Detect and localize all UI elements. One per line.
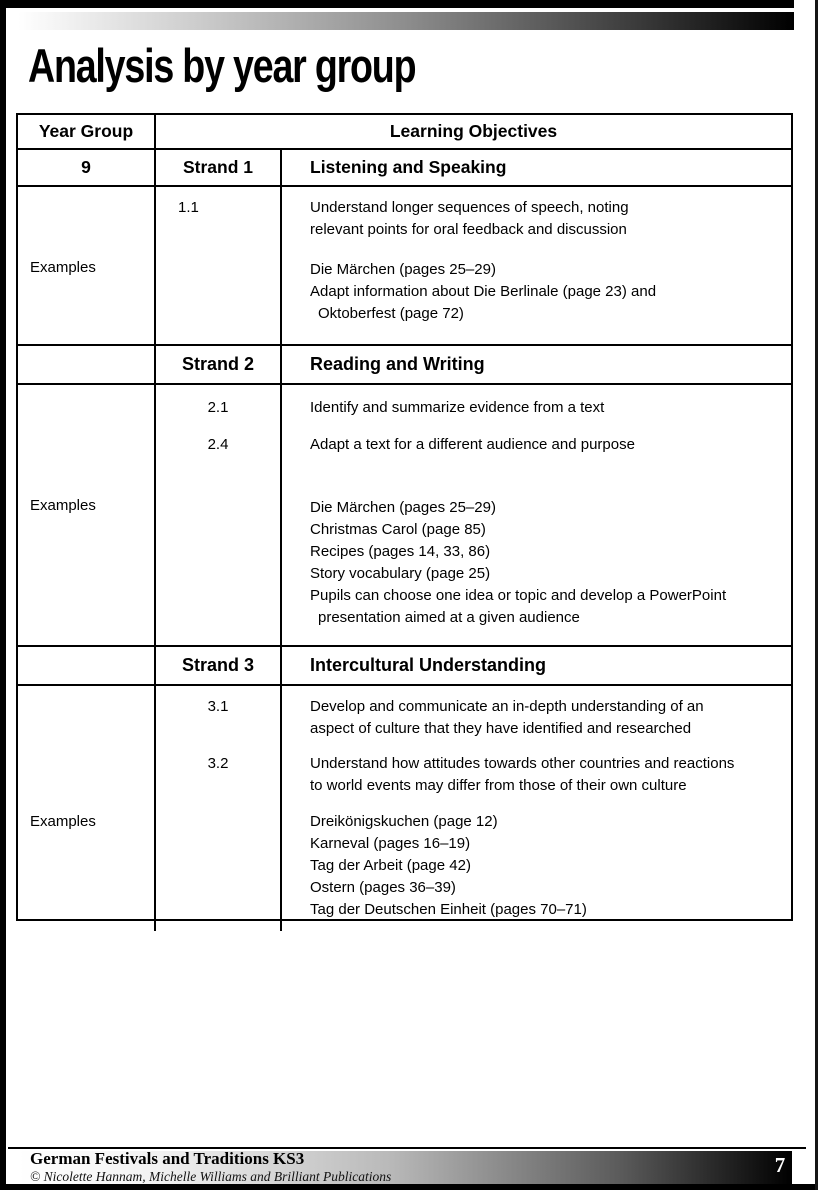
objective-line: Develop and communicate an in-depth understanding of an bbox=[310, 698, 704, 715]
strand-1-content-row bbox=[18, 187, 791, 346]
strand-1-label: Strand 1 bbox=[156, 150, 282, 185]
objective-code: 3.2 bbox=[207, 755, 229, 772]
objective-code-cell bbox=[156, 686, 282, 931]
objective-line: aspect of culture that they have identified and researched bbox=[310, 720, 692, 737]
examples-label: Examples bbox=[30, 497, 96, 514]
objective-code-cell bbox=[156, 385, 282, 645]
page-edge-left bbox=[0, 0, 6, 1190]
examples-label: Examples bbox=[30, 813, 96, 830]
objective-code: 1.1 bbox=[178, 199, 199, 216]
empty-cell bbox=[18, 647, 156, 684]
examples-label: Examples bbox=[30, 259, 96, 276]
page-edge-top bbox=[0, 0, 794, 8]
empty-cell bbox=[18, 346, 156, 383]
objective-code-cell bbox=[156, 187, 282, 344]
strand-2-row bbox=[18, 346, 791, 385]
example-line: Ostern (pages 36–39) bbox=[310, 879, 456, 896]
example-line: Christmas Carol (page 85) bbox=[310, 521, 486, 538]
page-title: Analysis by year group bbox=[28, 39, 416, 92]
objective-line: Understand how attitudes towards other countries and reactions bbox=[310, 755, 735, 772]
strand-1-title: Listening and Speaking bbox=[310, 157, 507, 177]
objective-line: to world events may differ from those of their own culture bbox=[310, 777, 687, 794]
strand-3-content-row bbox=[18, 686, 791, 931]
strand-1-row bbox=[18, 150, 791, 187]
examples-cell bbox=[18, 686, 156, 931]
example-line: Adapt information about Die Berlinale (page 23) and bbox=[310, 283, 657, 300]
objective-line: Identify and summarize evidence from a text bbox=[310, 399, 605, 416]
objective-line: Understand longer sequences of speech, noting bbox=[310, 199, 629, 216]
objective-text-cell bbox=[282, 187, 791, 344]
example-line: Tag der Arbeit (page 42) bbox=[310, 857, 471, 874]
example-line: Die Märchen (pages 25–29) bbox=[310, 261, 496, 278]
example-line: Oktoberfest (page 72) bbox=[318, 305, 464, 322]
book-title: German Festivals and Traditions KS3 bbox=[30, 1149, 305, 1168]
strand-2-content-row bbox=[18, 385, 791, 647]
table-header-row bbox=[18, 115, 791, 150]
example-line: Recipes (pages 14, 33, 86) bbox=[310, 543, 491, 560]
objective-text-cell bbox=[282, 385, 791, 645]
example-line: Dreikönigskuchen (page 12) bbox=[310, 813, 498, 830]
objective-code: 3.1 bbox=[207, 698, 229, 715]
example-line: Karneval (pages 16–19) bbox=[310, 835, 471, 852]
page-number: 7 bbox=[774, 1153, 786, 1177]
strand-2-label: Strand 2 bbox=[156, 346, 282, 383]
example-line: presentation aimed at a given audience bbox=[318, 609, 580, 626]
example-line: Pupils can choose one idea or topic and develop a PowerPoint bbox=[310, 587, 727, 604]
example-line: Die Märchen (pages 25–29) bbox=[310, 499, 496, 516]
year-group-header-cell: Year Group bbox=[18, 115, 156, 148]
page-edge-right bbox=[815, 0, 818, 1190]
example-line: Story vocabulary (page 25) bbox=[310, 565, 491, 582]
learning-objectives-header-cell: Learning Objectives bbox=[389, 121, 558, 141]
objective-code: 2.1 bbox=[207, 399, 229, 416]
strand-2-title: Reading and Writing bbox=[310, 354, 485, 374]
strand-3-title: Intercultural Understanding bbox=[310, 655, 547, 675]
objective-line: relevant points for oral feedback and discussion bbox=[310, 221, 627, 238]
year-group-value: 9 bbox=[18, 150, 156, 185]
header-gradient-bar bbox=[18, 12, 794, 30]
copyright-line: © Nicolette Hannam, Michelle Williams and Brilliant Publications bbox=[30, 1169, 392, 1184]
strand-3-label: Strand 3 bbox=[156, 647, 282, 684]
objective-line: Adapt a text for a different audience and purpose bbox=[310, 436, 635, 453]
analysis-table bbox=[16, 113, 793, 921]
example-line: Tag der Deutschen Einheit (pages 70–71) bbox=[310, 901, 587, 918]
strand-3-row bbox=[18, 647, 791, 686]
examples-cell bbox=[18, 385, 156, 645]
objective-code: 2.4 bbox=[207, 436, 229, 453]
objective-text-cell bbox=[282, 686, 791, 931]
examples-cell bbox=[18, 187, 156, 344]
